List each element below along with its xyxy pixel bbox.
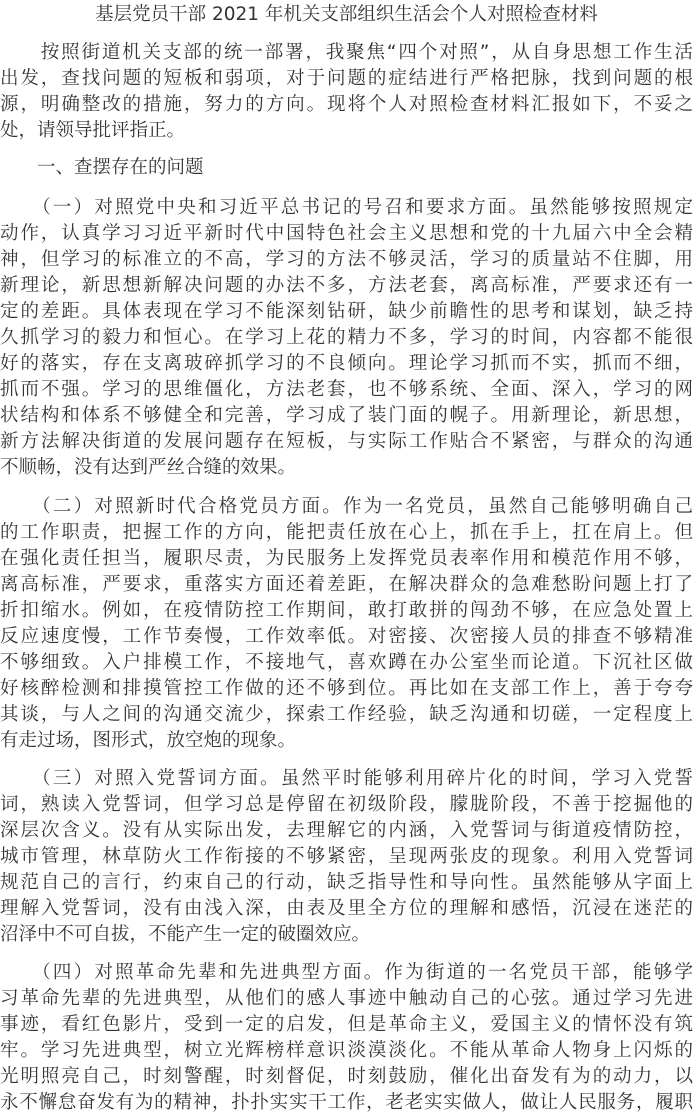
paragraph-1-line-4: 处，请领导批评指正。 xyxy=(0,120,186,141)
paragraph-2-line-10: 新方法解决街道的发展问题存在短板，与实际工作贴合不紧密，与群众的沟通 xyxy=(0,431,693,452)
paragraph-2-line-1: （一）对照党中央和习近平总书记的号召和要求方面。虽然能够按照规定 xyxy=(0,197,693,218)
paragraph-4-line-2: 词，熟读入党誓词，但学习总是停留在初级阶段，朦胧阶段，不善于挖掘他的 xyxy=(0,794,693,815)
paragraph-3-line-2: 的工作职责，把握工作的方向，能把责任放在心上，抓在手上，扛在肩上。但 xyxy=(0,522,693,543)
paragraph-2-line-5: 定的差距。具体表现在学习不能深刻钻研，缺少前瞻性的思考和谋划，缺乏持 xyxy=(0,301,693,322)
paragraph-1-line-3: 源，明确整改的措施，努力的方向。现将个人对照检查材料汇报如下，不妥之 xyxy=(0,94,693,115)
paragraph-2-line-2: 动作，认真学习习近平新时代中国特色社会主义思想和党的十九届六中全会精 xyxy=(0,223,693,244)
paragraph-5-line-2: 习革命先辈的先进典型，从他们的感人事迹中触动自己的心弦。通过学习先进 xyxy=(0,988,693,1009)
paragraph-4-line-4: 城市管理，林草防火工作衔接的不够紧密，呈现两张皮的现象。利用入党誓词 xyxy=(0,846,693,867)
paragraph-5-line-5: 光明照亮自己，时刻警醒，时刻督促，时刻鼓励，催化出奋发有为的动力，以 xyxy=(0,1066,693,1087)
paragraph-2-line-8: 抓而不强。学习的思维僵化，方法老套，也不够系统、全面、深入，学习的网 xyxy=(0,379,693,400)
paragraph-2-line-9: 状结构和体系不够健全和完善，学习成了装门面的幌子。用新理论，新思想， xyxy=(0,405,693,426)
paragraph-2-line-3: 神，但学习的标准立的不高，学习的方法不够灵活，学习的质量站不住脚，用 xyxy=(0,249,693,270)
paragraph-2-line-11: 不顺畅，没有达到严丝合缝的效果。 xyxy=(0,457,297,478)
paragraph-5-line-1: （四）对照革命先辈和先进典型方面。作为街道的一名党员干部，能够学 xyxy=(0,962,693,983)
paragraph-3-line-4: 离高标准，严要求，重落实方面还着差距，在解决群众的急难愁盼问题上打了 xyxy=(0,574,693,595)
paragraph-3-line-10: 有走过场，图形式，放空炮的现象。 xyxy=(0,730,297,751)
paragraph-3-line-9: 其谈，与人之间的沟通交流少，探索工作经验，缺乏沟通和切磋，一定程度上 xyxy=(0,704,693,725)
paragraph-3-line-7: 不够细致。入户排模工作，不接地气，喜欢蹲在办公室坐而论道。下沉社区做 xyxy=(0,652,693,673)
paragraph-4-line-7: 沼泽中不可自拔，不能产生一定的破圈效应。 xyxy=(0,924,371,945)
paragraph-1-line-1: 按照街道机关支部的统一部署，我聚焦“四个对照”，从自身思想工作生活 xyxy=(0,42,693,63)
paragraph-2-line-6: 久抓学习的毅力和恒心。在学习上花的精力不多，学习的时间，内容都不能很 xyxy=(0,327,693,348)
paragraph-3-line-3: 在强化责任担当，履职尽责，为民服务上发挥党员表率作用和模范作用不够， xyxy=(0,548,693,569)
paragraph-4-line-5: 规范自己的言行，约束自己的行动，缺乏指导性和导向性。虽然能够从字面上 xyxy=(0,872,693,893)
paragraph-3-line-1: （二）对照新时代合格党员方面。作为一名党员，虽然自己能够明确自己 xyxy=(0,496,693,517)
paragraph-2-line-7: 好的落实，存在支离玻碎抓学习的不良倾向。理论学习抓而不实，抓而不细， xyxy=(0,353,693,374)
section-heading-1: 一、查摆存在的问题 xyxy=(0,157,204,178)
paragraph-4-line-1: （三）对照入党誓词方面。虽然平时能够利用碎片化的时间，学习入党誓 xyxy=(0,768,693,789)
document-title: 基层党员干部 2021 年机关支部组织生活会个人对照检查材料 xyxy=(95,4,598,25)
paragraph-3-line-8: 好核醉检测和排摸管控工作做的还不够到位。再比如在支部工作上，善于夸夸 xyxy=(0,678,693,699)
paragraph-2-line-4: 新理论，新思想新解决问题的办法不多，方法老套，离高标准，严要求还有一 xyxy=(0,275,693,296)
paragraph-3-line-5: 折扣缩水。例如，在疫情防控工作期间，敢打敢拼的闯劲不够，在应急处置上 xyxy=(0,600,693,621)
paragraph-1-line-2: 出发，查找问题的短板和弱项，对于问题的症结进行严格把脉，找到问题的根 xyxy=(0,68,693,89)
paragraph-5-line-4: 牢。学习先进典型，树立光辉榜样意识淡漠淡化。不能从革命人物身上闪烁的 xyxy=(0,1040,693,1061)
paragraph-3-line-6: 反应速度慢，工作节奏慢，工作效率低。对密接、次密接人员的排查不够精准 xyxy=(0,626,693,647)
paragraph-5-line-6: 永不懈怠奋发有为的精神，扑扑实实干工作，老老实实做人，做让人民服务，履职 xyxy=(0,1092,693,1113)
paragraph-4-line-6: 理解入党誓词，没有由浅入深，由表及里全方位的理解和感悟，沉浸在迷茫的 xyxy=(0,898,693,919)
paragraph-4-line-3: 深层次含义。没有从实际出发，去理解它的内涵，入党誓词与街道疫情防控， xyxy=(0,820,693,841)
paragraph-5-line-3: 事迹，看红色影片，受到一定的启发，但是革命主义，爱国主义的情怀没有筑 xyxy=(0,1014,693,1035)
